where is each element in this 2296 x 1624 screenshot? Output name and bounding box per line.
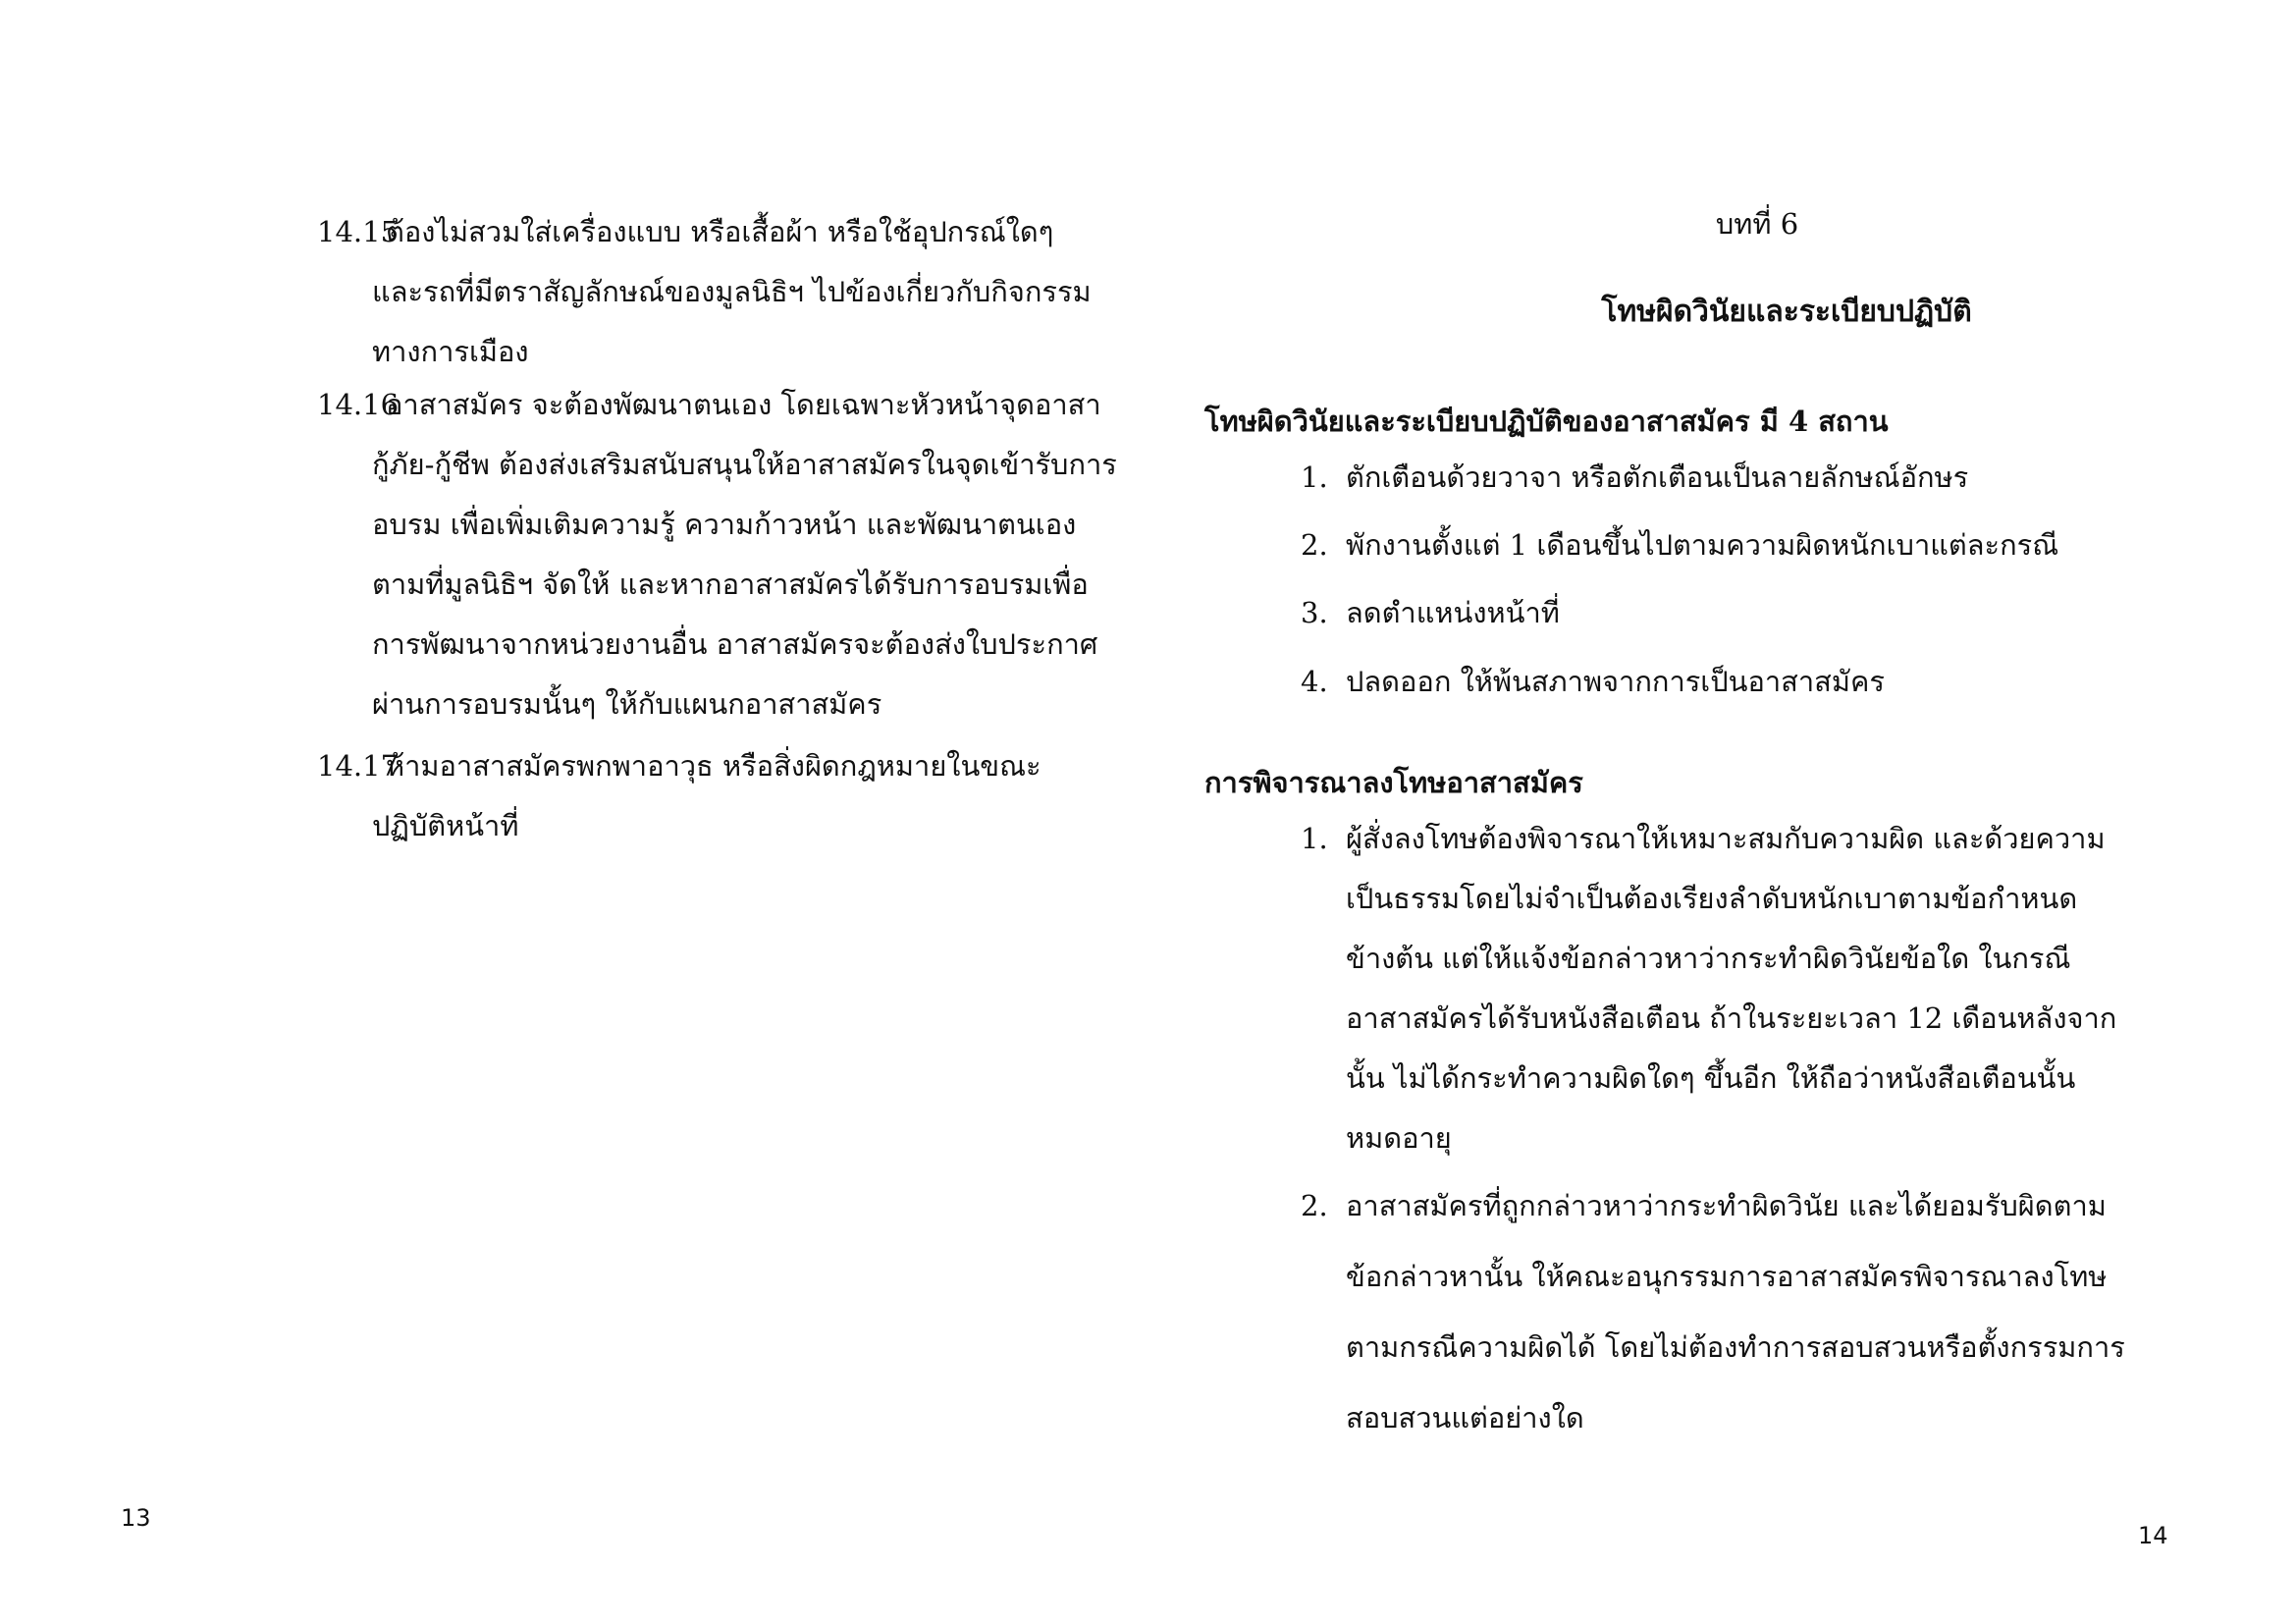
rule-number: 14.17 bbox=[317, 749, 400, 783]
item-number: 1. bbox=[1301, 822, 1328, 855]
page-number-right: 14 bbox=[2138, 1522, 2168, 1549]
item-text-line: พักงานตั้งแต่ 1 เดือนขึ้นไปตามความผิดหนักเบาแต่ละกรณี bbox=[1346, 528, 2059, 562]
penalty-item-1 bbox=[1301, 448, 2125, 508]
penalty-item-4 bbox=[1301, 652, 2125, 712]
item-number: 1. bbox=[1301, 460, 1328, 494]
item-text-line: นั้น ไม่ได้กระทำความผิดใดๆ ขึ้นอีก ให้ถือว่าหนังสือเตือนนั้น bbox=[1346, 1061, 2076, 1095]
rule-text-line: อบรม เพื่อเพิ่มเติมความรู้ ความก้าวหน้า และพัฒนาตนเอง bbox=[372, 508, 1077, 541]
item-number: 3. bbox=[1301, 596, 1328, 629]
section-heading-consideration: การพิจารณาลงโทษอาสาสมัคร bbox=[1204, 766, 1583, 799]
rule-text-line: ทางการเมือง bbox=[372, 335, 529, 368]
section-heading-penalties: โทษผิดวินัยและระเบียบปฏิบัติของอาสาสมัคร มี 4 สถาน bbox=[1204, 405, 1889, 438]
item-number: 4. bbox=[1301, 665, 1328, 698]
item-text-line: ลดตำแหน่งหน้าที่ bbox=[1346, 596, 1560, 629]
item-text-line: อาสาสมัครที่ถูกกล่าวหาว่ากระทำผิดวินัย และได้ยอมรับผิดตาม bbox=[1346, 1189, 2107, 1222]
item-text-line: หมดอายุ bbox=[1346, 1121, 1452, 1155]
rule-text-line: กู้ภัย-กู้ชีพ ต้องส่งเสริมสนับสนุนให้อาสาสมัครในจุดเข้ารับการ bbox=[372, 448, 1117, 481]
rule-number: 14.16 bbox=[317, 388, 400, 421]
rule-text-line: ห้ามอาสาสมัครพกพาอาวุธ หรือสิ่งผิดกฎหมายในขณะ bbox=[386, 749, 1041, 783]
rule-text-line: ต้องไม่สวมใส่เครื่องแบบ หรือเสื้อผ้า หรือใช้อุปกรณ์ใดๆ bbox=[386, 215, 1054, 248]
rule-text-line: ตามที่มูลนิธิฯ จัดให้ และหากอาสาสมัครได้รับการอบรมเพื่อ bbox=[372, 568, 1089, 601]
rule-text-line: ปฏิบัติหน้าที่ bbox=[372, 809, 519, 842]
right-page bbox=[1148, 0, 2296, 1624]
consideration-item-2 bbox=[1301, 1170, 2125, 1453]
item-text-line: ข้างต้น แต่ให้แจ้งข้อกล่าวหาว่ากระทำผิดวินัยข้อใด ในกรณี bbox=[1346, 942, 2071, 975]
item-text-line: สอบสวนแต่อย่างใด bbox=[1346, 1401, 1584, 1435]
chapter-title: โทษผิดวินัยและระเบียบปฏิบัติ bbox=[1601, 295, 1972, 329]
rule-text-line: และรถที่มีตราสัญลักษณ์ของมูลนิธิฯ ไปข้องเกี่ยวกับกิจกรรม bbox=[372, 275, 1092, 308]
item-text-line: ข้อกล่าวหานั้น ให้คณะอนุกรรมการอาสาสมัครพิจารณาลงโทษ bbox=[1346, 1260, 2108, 1293]
rule-text-line: ผ่านการอบรมนั้นๆ ให้กับแผนกอาสาสมัคร bbox=[372, 687, 882, 721]
chapter-number: บทที่ 6 bbox=[1715, 207, 1799, 241]
item-text-line: ผู้สั่งลงโทษต้องพิจารณาให้เหมาะสมกับความผิด และด้วยความ bbox=[1346, 822, 2106, 855]
item-text-line: ตามกรณีความผิดได้ โดยไม่ต้องทำการสอบสวนหรือตั้งกรรมการ bbox=[1346, 1330, 2125, 1364]
rule-item-14-17 bbox=[317, 736, 1108, 856]
consideration-item-1 bbox=[1301, 809, 2125, 1168]
item-text-line: ตักเตือนด้วยวาจา หรือตักเตือนเป็นลายลักษณ์อักษร bbox=[1346, 460, 1969, 494]
item-text-line: ปลดออก ให้พ้นสภาพจากการเป็นอาสาสมัคร bbox=[1346, 665, 1885, 698]
rule-text-line: อาสาสมัคร จะต้องพัฒนาตนเอง โดยเฉพาะหัวหน้าจุดอาสา bbox=[386, 388, 1101, 421]
rule-item-14-15 bbox=[317, 202, 1108, 382]
penalty-item-3 bbox=[1301, 583, 2125, 643]
rule-item-14-16 bbox=[317, 375, 1117, 734]
item-number: 2. bbox=[1301, 528, 1328, 562]
item-text-line: เป็นธรรมโดยไม่จำเป็นต้องเรียงลำดับหนักเบาตามข้อกำหนด bbox=[1346, 882, 2078, 915]
item-number: 2. bbox=[1301, 1189, 1328, 1222]
item-text-line: อาสาสมัครได้รับหนังสือเตือน ถ้าในระยะเวลา 12 เดือนหลังจาก bbox=[1346, 1001, 2117, 1035]
rule-text-line: การพัฒนาจากหน่วยงานอื่น อาสาสมัครจะต้องส่งใบประกาศ bbox=[372, 627, 1098, 661]
page-number-left: 13 bbox=[121, 1504, 151, 1532]
rule-number: 14.15 bbox=[317, 215, 400, 248]
penalty-item-2 bbox=[1301, 515, 2125, 575]
